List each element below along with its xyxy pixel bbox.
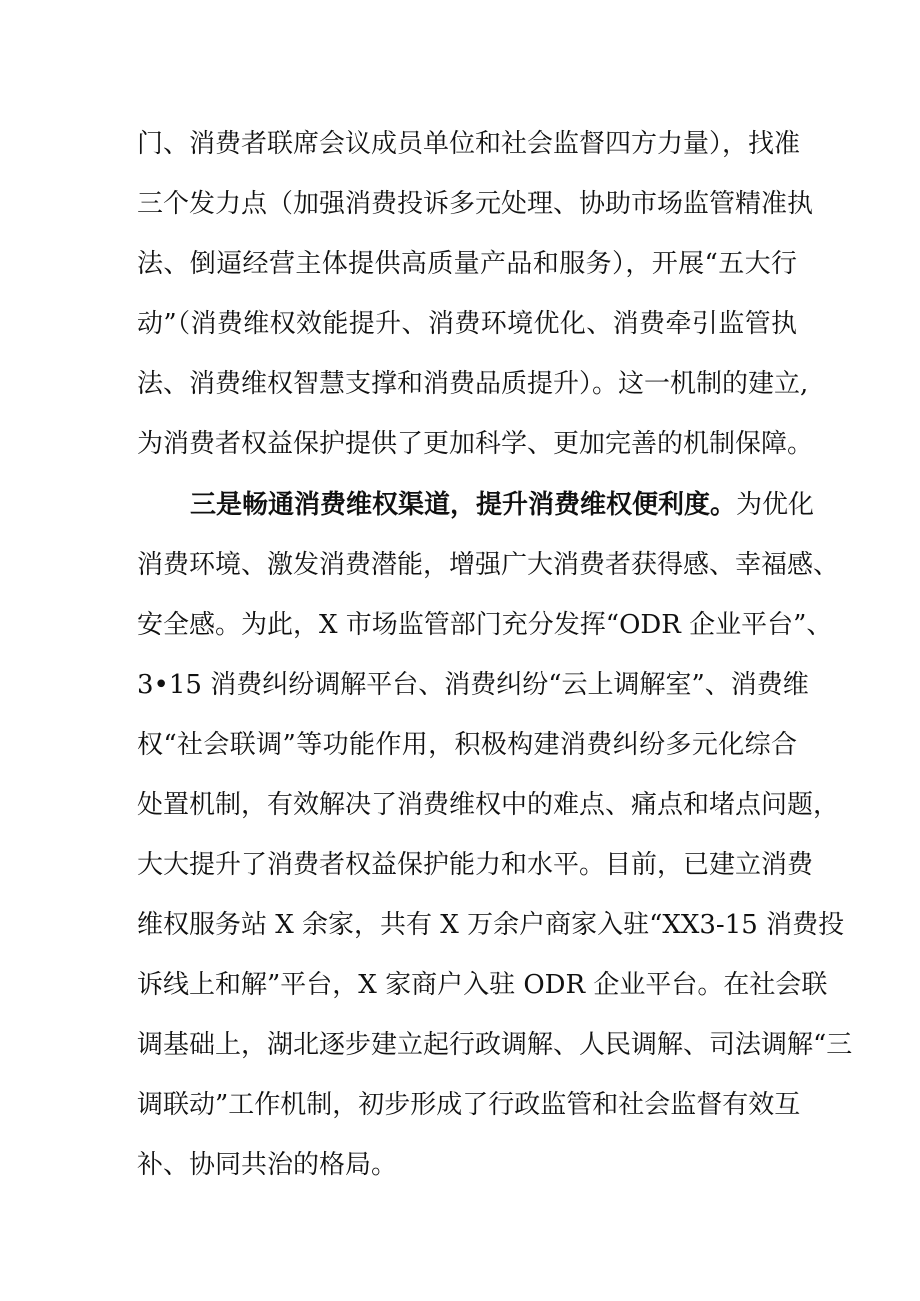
paragraph-line: 权“社会联调”等功能作用，积极构建消费纠纷多元化综合 [137, 730, 797, 760]
paragraph-line: 大大提升了消费者权益保护能力和水平。目前，已建立消费 [137, 850, 814, 880]
paragraph-line: 诉线上和解”平台，X 家商户入驻 ODR 企业平台。在社会联 [137, 970, 828, 1000]
paragraph-line: 法、倒逼经营主体提供高质量产品和服务），开展“五大行 [137, 249, 797, 279]
paragraph-line: 处置机制，有效解决了消费维权中的难点、痛点和堵点问题， [137, 790, 840, 820]
paragraph-line: 调基础上，湖北逐步建立起行政调解、人民调解、司法调解“三 [137, 1030, 853, 1060]
section-heading: 三是畅通消费维权渠道，提升消费维权便利度。 [190, 490, 737, 520]
paragraph-line: 安全感。为此，X 市场监管部门充分发挥“ODR 企业平台”、 [137, 610, 833, 640]
paragraph-line: 三个发力点（加强消费投诉多元处理、协助市场监管精准执 [137, 189, 814, 219]
paragraph-line: 消费环境、激发消费潜能，增强广大消费者获得感、幸福感、 [137, 550, 840, 580]
paragraph-line: 3•15 消费纠纷调解平台、消费纠纷“云上调解室”、消费维 [137, 670, 809, 700]
paragraph-line: 维权服务站 X 余家，共有 X 万余户商家入驻“XX3-15 消费投 [137, 910, 845, 940]
paragraph-line: 法、消费维权智慧支撑和消费品质提升）。这一机制的建立, [137, 369, 809, 399]
paragraph-line: 补、协同共治的格局。 [137, 1150, 398, 1180]
paragraph-text: 为优化 [736, 490, 815, 520]
paragraph-line: 动”（消费维权效能提升、消费环境优化、消费牵引监管执 [137, 309, 797, 339]
paragraph-line: 门、消费者联席会议成员单位和社会监督四方力量），找准 [137, 129, 801, 159]
paragraph-first-line [190, 485, 815, 525]
paragraph-line: 调联动”工作机制，初步形成了行政监管和社会监督有效互 [137, 1090, 801, 1120]
paragraph-line: 为消费者权益保护提供了更加科学、更加完善的机制保障。 [137, 429, 814, 459]
